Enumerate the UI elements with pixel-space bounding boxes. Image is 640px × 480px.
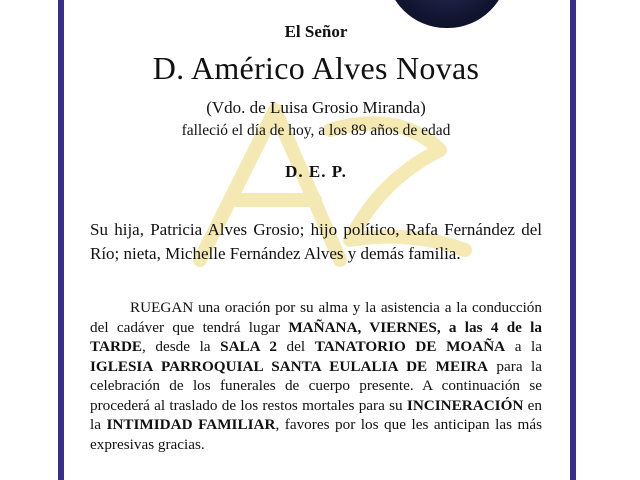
left-border-bar [58, 0, 64, 480]
request-text-2: , desde la [142, 338, 221, 355]
title-senor: El Señor [284, 22, 348, 41]
request-text-4: a la [505, 338, 543, 355]
deceased-name: D. Américo Alves Novas [152, 50, 480, 86]
request-bold-cremation: INCINERACIÓN [406, 396, 524, 414]
obituary-sheet [90, 0, 542, 480]
request-bold-date: MAÑANA, VIERNES, a las 4 de la TARDE [90, 318, 542, 355]
request-text-5: para la celebración de los funerales de cuerpo presente. A continuación se procederá al traslado de los restos mortales para su [90, 357, 542, 414]
request-paragraph [90, 298, 542, 454]
request-bold-private: INTIMIDAD FAMILIAR [106, 416, 276, 433]
request-bold-funeral-home: TANATORIO DE MOAÑA [314, 338, 506, 355]
request-bold-room: SALA 2 [220, 338, 277, 355]
family-paragraph: Su hija, Patricia Alves Grosio; hijo político, Rafa Fernández del Río; nieta, Michelle Fernández Alves y demás familia. [90, 220, 542, 263]
death-line: falleció el día de hoy, a los 89 años de edad [181, 122, 451, 139]
request-bold-church: IGLESIA PARROQUIAL SANTA EULALIA DE MEIRA [90, 357, 488, 375]
right-border-bar [570, 0, 576, 480]
rip-line: D. E. P. [285, 162, 347, 181]
widow-of-line: (Vdo. de Luisa Grosio Miranda) [206, 98, 426, 117]
request-text-6: en la [90, 396, 542, 433]
request-text-3: del [276, 338, 315, 355]
request-text-1: RUEGAN una oración por su alma y la asistencia a la conducción del cadáver que tendrá lugar [90, 299, 542, 336]
request-text-7: , favores por los que les anticipan las más expresivas gracias. [90, 416, 542, 453]
